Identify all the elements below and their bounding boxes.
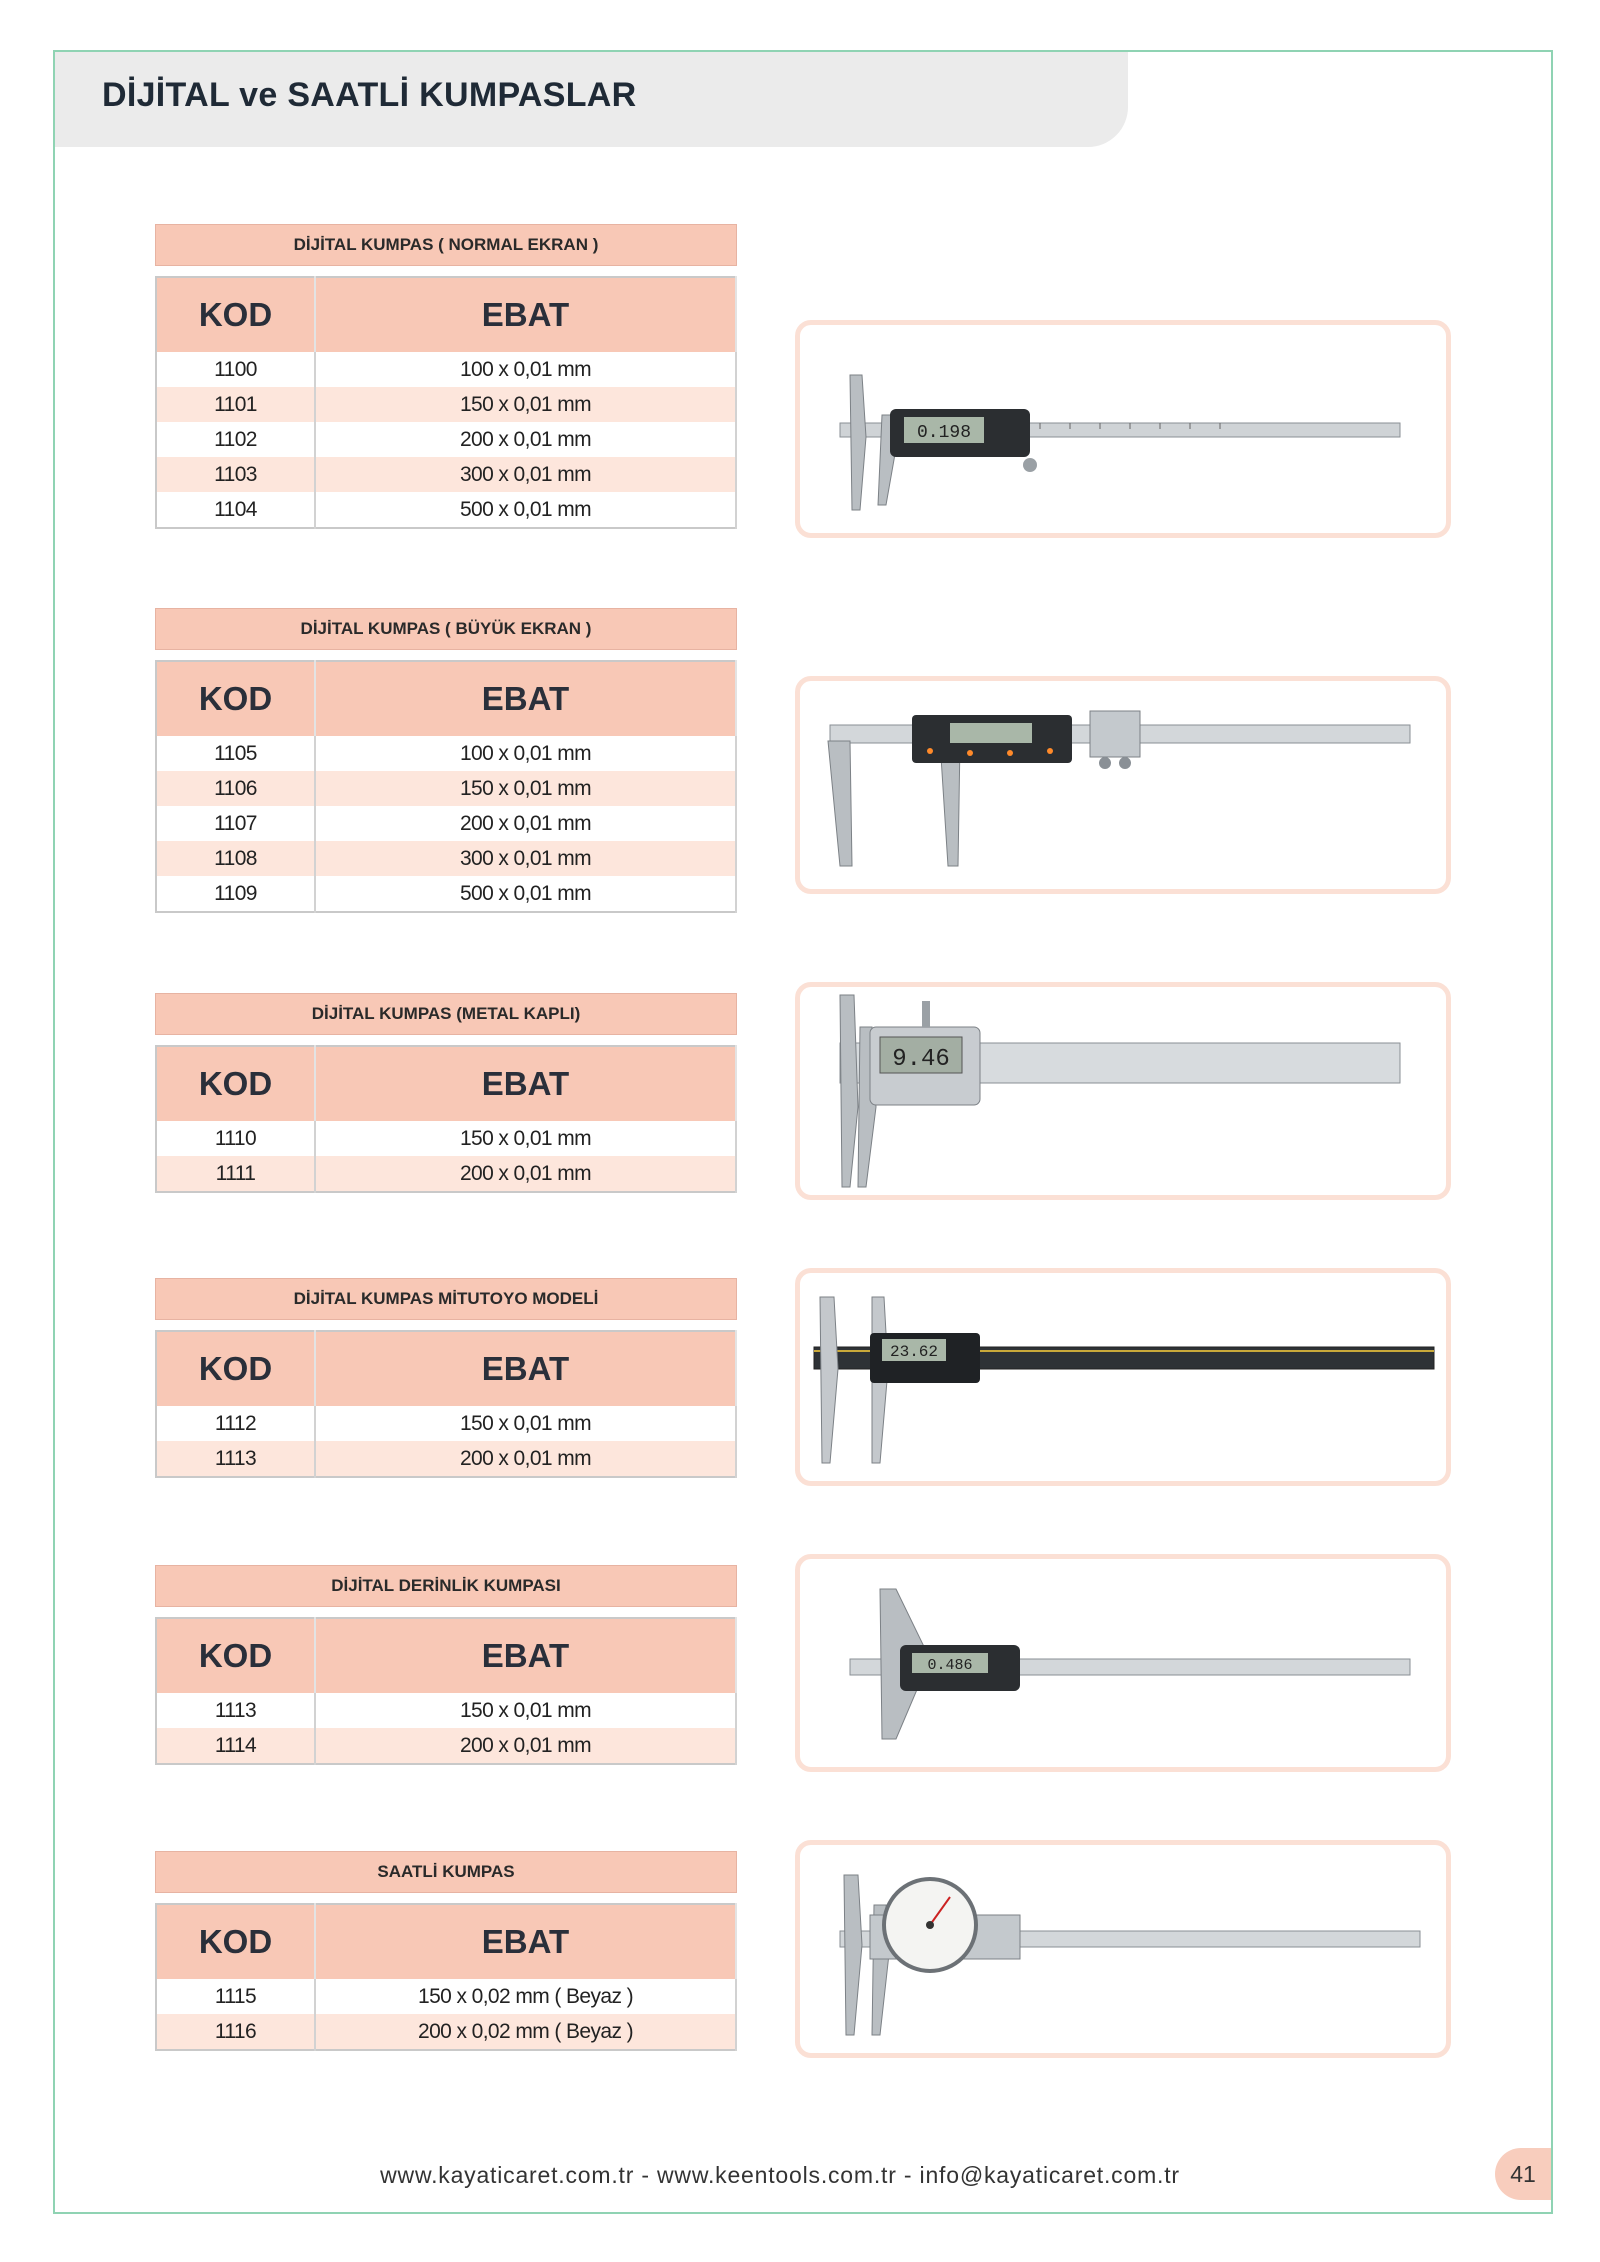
row-ebat: 100 x 0,01 mm <box>315 352 736 387</box>
row-kod: 1114 <box>156 1728 315 1764</box>
table-row <box>156 387 736 422</box>
col-header-ebat: EBAT <box>315 661 736 736</box>
row-kod: 1106 <box>156 771 315 806</box>
digital-caliper-icon <box>800 681 1446 889</box>
product-image-digital-depth-caliper <box>795 1554 1451 1772</box>
table-row <box>156 1728 736 1764</box>
row-kod: 1104 <box>156 492 315 528</box>
row-kod: 1113 <box>156 1441 315 1477</box>
table-row <box>156 1693 736 1728</box>
row-ebat: 200 x 0,01 mm <box>315 1728 736 1764</box>
product-image-digital-caliper-mitutoyo <box>795 1268 1451 1486</box>
section-mitutoyo-modeli <box>155 1278 737 1478</box>
row-kod: 1112 <box>156 1406 315 1441</box>
col-header-ebat: EBAT <box>315 277 736 352</box>
table-row <box>156 1121 736 1156</box>
spec-table <box>155 1903 737 2051</box>
product-image-digital-caliper-normal <box>795 320 1451 538</box>
row-kod: 1113 <box>156 1693 315 1728</box>
table-row <box>156 1441 736 1477</box>
row-kod: 1105 <box>156 736 315 771</box>
table-row <box>156 876 736 912</box>
row-kod: 1100 <box>156 352 315 387</box>
spec-table <box>155 1330 737 1478</box>
row-kod: 1103 <box>156 457 315 492</box>
col-header-kod: KOD <box>156 1618 315 1693</box>
row-ebat: 300 x 0,01 mm <box>315 457 736 492</box>
row-kod: 1109 <box>156 876 315 912</box>
section-title: DİJİTAL DERİNLİK KUMPASI <box>155 1565 737 1607</box>
row-kod: 1108 <box>156 841 315 876</box>
table-row <box>156 2014 736 2050</box>
spec-table <box>155 1617 737 1765</box>
table-row <box>156 352 736 387</box>
section-metal-kapli <box>155 993 737 1193</box>
section-title: DİJİTAL KUMPAS ( NORMAL EKRAN ) <box>155 224 737 266</box>
row-kod: 1102 <box>156 422 315 457</box>
page-title: DİJİTAL ve SAATLİ KUMPASLAR <box>102 76 637 114</box>
table-row <box>156 736 736 771</box>
col-header-ebat: EBAT <box>315 1904 736 1979</box>
row-kod: 1107 <box>156 806 315 841</box>
table-row <box>156 841 736 876</box>
row-ebat: 300 x 0,01 mm <box>315 841 736 876</box>
row-ebat: 500 x 0,01 mm <box>315 492 736 528</box>
table-row <box>156 806 736 841</box>
depth-caliper-icon <box>800 1559 1446 1767</box>
col-header-kod: KOD <box>156 661 315 736</box>
row-ebat: 200 x 0,01 mm <box>315 422 736 457</box>
row-kod: 1110 <box>156 1121 315 1156</box>
table-row <box>156 771 736 806</box>
row-ebat: 150 x 0,01 mm <box>315 1406 736 1441</box>
table-row <box>156 1156 736 1192</box>
section-title: DİJİTAL KUMPAS MİTUTOYO MODELİ <box>155 1278 737 1320</box>
col-header-ebat: EBAT <box>315 1046 736 1121</box>
section-saatli-kumpas <box>155 1851 737 2051</box>
col-header-kod: KOD <box>156 1331 315 1406</box>
row-kod: 1111 <box>156 1156 315 1192</box>
row-ebat: 100 x 0,01 mm <box>315 736 736 771</box>
row-ebat: 200 x 0,02 mm ( Beyaz ) <box>315 2014 736 2050</box>
digital-caliper-icon <box>800 1273 1446 1481</box>
product-image-digital-caliper-metal <box>795 982 1451 1200</box>
dial-caliper-icon <box>800 1845 1446 2053</box>
page-number: 41 <box>1495 2148 1551 2200</box>
col-header-ebat: EBAT <box>315 1618 736 1693</box>
row-ebat: 150 x 0,02 mm ( Beyaz ) <box>315 1979 736 2014</box>
section-normal-ekran <box>155 224 737 529</box>
row-kod: 1116 <box>156 2014 315 2050</box>
row-ebat: 500 x 0,01 mm <box>315 876 736 912</box>
section-buyuk-ekran <box>155 608 737 913</box>
row-ebat: 150 x 0,01 mm <box>315 1121 736 1156</box>
product-image-digital-caliper-large-screen <box>795 676 1451 894</box>
digital-caliper-icon <box>800 987 1446 1195</box>
row-ebat: 200 x 0,01 mm <box>315 1156 736 1192</box>
table-row <box>156 457 736 492</box>
col-header-kod: KOD <box>156 277 315 352</box>
col-header-ebat: EBAT <box>315 1331 736 1406</box>
digital-caliper-icon <box>800 325 1446 533</box>
section-title: DİJİTAL KUMPAS (METAL KAPLI) <box>155 993 737 1035</box>
spec-table <box>155 1045 737 1193</box>
row-ebat: 200 x 0,01 mm <box>315 806 736 841</box>
table-row <box>156 492 736 528</box>
col-header-kod: KOD <box>156 1046 315 1121</box>
product-image-dial-caliper <box>795 1840 1451 2058</box>
row-ebat: 200 x 0,01 mm <box>315 1441 736 1477</box>
row-ebat: 150 x 0,01 mm <box>315 387 736 422</box>
section-title: SAATLİ KUMPAS <box>155 1851 737 1893</box>
table-row <box>156 1406 736 1441</box>
display-reading: 0.486 <box>927 1657 973 1674</box>
spec-table <box>155 276 737 529</box>
table-row <box>156 422 736 457</box>
row-kod: 1115 <box>156 1979 315 2014</box>
display-reading: 0.198 <box>916 423 972 443</box>
display-reading: 9.46 <box>892 1046 950 1073</box>
footer-contact: www.kayaticaret.com.tr - www.keentools.com.tr - info@kayaticaret.com.tr <box>380 2162 1180 2188</box>
section-derinlik-kumpasi <box>155 1565 737 1765</box>
section-title: DİJİTAL KUMPAS ( BÜYÜK EKRAN ) <box>155 608 737 650</box>
row-ebat: 150 x 0,01 mm <box>315 1693 736 1728</box>
col-header-kod: KOD <box>156 1904 315 1979</box>
row-kod: 1101 <box>156 387 315 422</box>
spec-table <box>155 660 737 913</box>
display-reading: 23.62 <box>889 1343 939 1361</box>
table-row <box>156 1979 736 2014</box>
row-ebat: 150 x 0,01 mm <box>315 771 736 806</box>
